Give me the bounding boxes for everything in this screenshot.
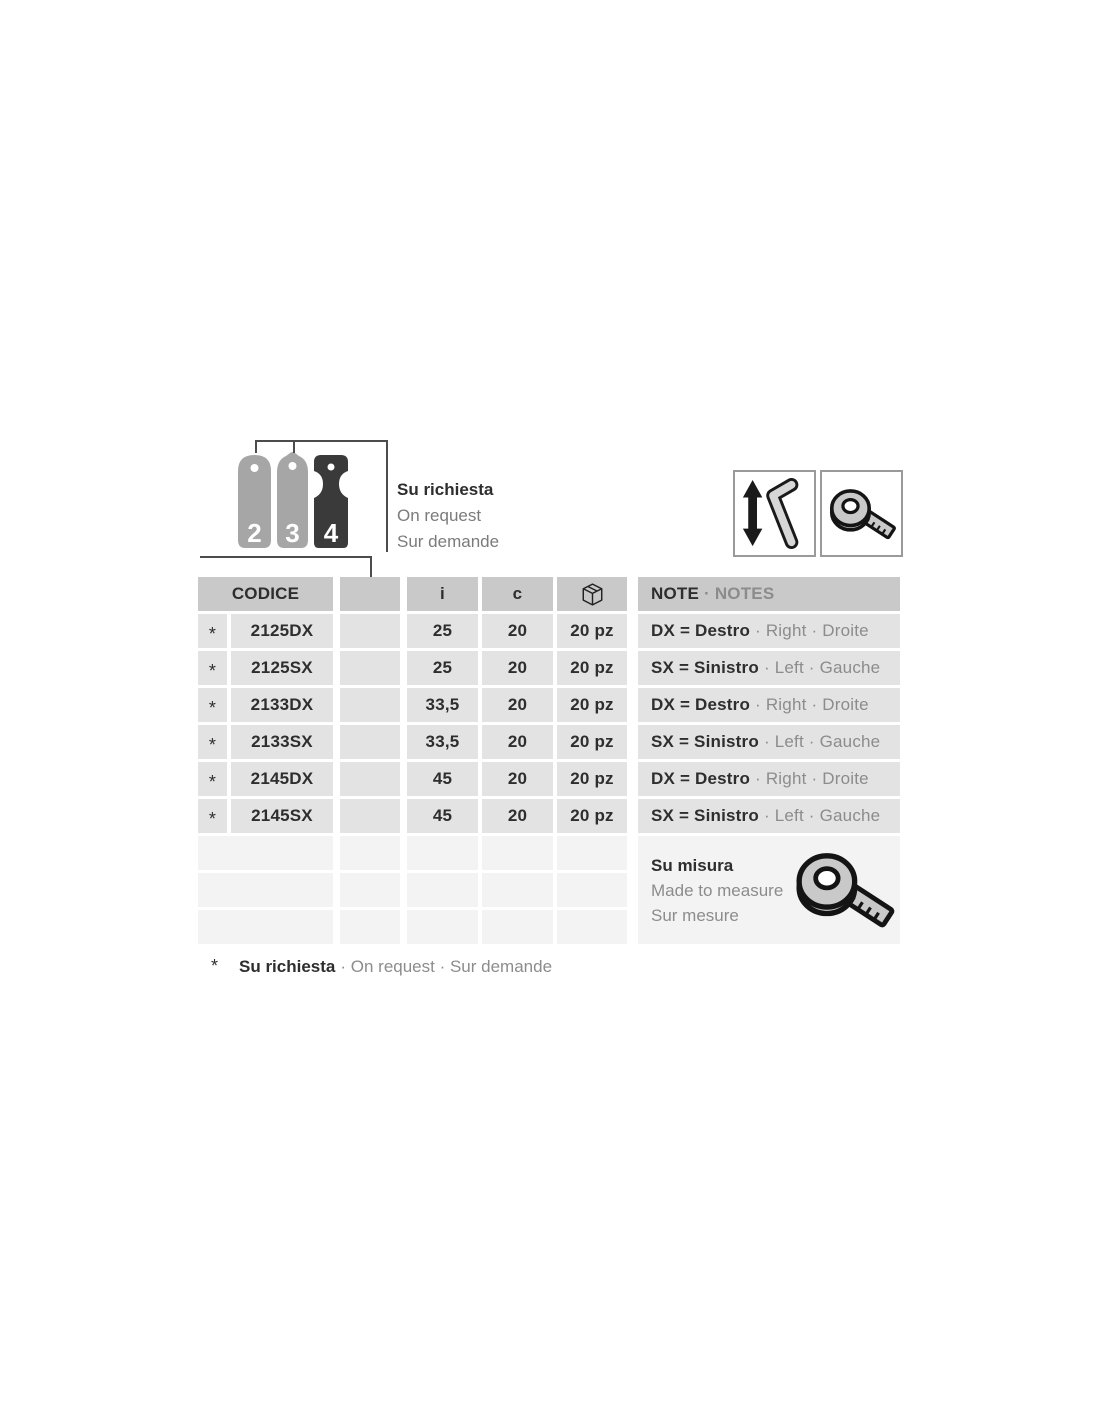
cell-qty: 20 pz	[557, 614, 627, 648]
footnote-rest: · On request · Sur demande	[340, 957, 553, 976]
column-header-codice: CODICE	[198, 577, 333, 611]
made-to-measure-text: Su misura Made to measure Sur mesure	[651, 855, 784, 925]
table-row	[198, 762, 900, 796]
column-header-c: c	[482, 577, 553, 611]
cell-i: 45	[407, 799, 478, 833]
bracket-line-vertical	[386, 440, 388, 552]
package-box-icon	[579, 581, 606, 608]
cell-i: 33,5	[407, 725, 478, 759]
legend-line-en: On request	[397, 506, 482, 525]
cell-code: 2125SX	[231, 651, 333, 685]
measuring-tape-icon	[790, 843, 898, 937]
cell-variant	[340, 614, 400, 648]
cell-variant	[340, 762, 400, 796]
cell-on-request-star: *	[198, 725, 227, 759]
cell-on-request-star: *	[198, 799, 227, 833]
measure-symbol-box	[820, 470, 903, 557]
connector-line-horizontal	[200, 556, 372, 558]
cell-c: 20	[482, 799, 553, 833]
table-row	[198, 688, 900, 722]
product-tag-shape-4	[314, 455, 348, 548]
made-to-measure-cell	[638, 836, 900, 944]
bracket-tick-shape3	[293, 440, 295, 453]
cell-qty: 20 pz	[557, 688, 627, 722]
footnote	[211, 956, 552, 977]
cell-variant	[340, 725, 400, 759]
cell-note: SX = Sinistro · Left · Gauche	[638, 799, 900, 833]
cell-note: SX = Sinistro · Left · Gauche	[638, 725, 900, 759]
cell-variant	[340, 651, 400, 685]
measuring-tape-icon	[826, 482, 898, 546]
column-header-i: i	[407, 577, 478, 611]
bracket-line-horizontal	[255, 440, 388, 442]
cell-qty: 20 pz	[557, 799, 627, 833]
cell-variant	[340, 688, 400, 722]
legend-title: Su richiesta	[397, 480, 494, 499]
cell-code: 2125DX	[231, 614, 333, 648]
column-header-notes: NOTE · NOTES	[638, 577, 900, 611]
cell-note: DX = Destro · Right · Droite	[638, 762, 900, 796]
cell-qty: 20 pz	[557, 725, 627, 759]
table-header-row	[198, 577, 900, 611]
footnote-star: *	[211, 956, 219, 976]
table-row	[198, 725, 900, 759]
height-adjust-allen-key-icon	[740, 478, 810, 550]
cell-c: 20	[482, 651, 553, 685]
product-tag-shape-3	[277, 452, 308, 548]
legend-line-fr: Sur demande	[397, 532, 500, 551]
cell-variant	[340, 799, 400, 833]
bracket-tick-shape2	[255, 440, 257, 453]
cell-code: 2145DX	[231, 762, 333, 796]
cell-i: 25	[407, 651, 478, 685]
cell-note: SX = Sinistro · Left · Gauche	[638, 651, 900, 685]
cell-qty: 20 pz	[557, 651, 627, 685]
cell-note: DX = Destro · Right · Droite	[638, 614, 900, 648]
cell-i: 25	[407, 614, 478, 648]
shape-4-label: 4	[323, 518, 339, 548]
table-row	[198, 799, 900, 833]
cell-i: 33,5	[407, 688, 478, 722]
cell-c: 20	[482, 614, 553, 648]
shape-3-label: 3	[285, 518, 300, 548]
table-row	[198, 614, 900, 648]
shape-2-label: 2	[247, 518, 262, 548]
product-tag-shape-2	[238, 455, 271, 548]
cell-c: 20	[482, 688, 553, 722]
cell-on-request-star: *	[198, 614, 227, 648]
cell-c: 20	[482, 762, 553, 796]
on-request-legend	[397, 477, 499, 555]
cell-i: 45	[407, 762, 478, 796]
cell-note: DX = Destro · Right · Droite	[638, 688, 900, 722]
cell-on-request-star: *	[198, 762, 227, 796]
cell-qty: 20 pz	[557, 762, 627, 796]
cell-on-request-star: *	[198, 688, 227, 722]
cell-on-request-star: *	[198, 651, 227, 685]
cell-c: 20	[482, 725, 553, 759]
footnote-bold: Su richiesta	[239, 957, 336, 976]
cell-code: 2145SX	[231, 799, 333, 833]
column-header-variant	[340, 577, 400, 611]
cell-code: 2133DX	[231, 688, 333, 722]
height-adjust-symbol-box	[733, 470, 816, 557]
column-header-package	[557, 577, 627, 611]
cell-code: 2133SX	[231, 725, 333, 759]
table-row	[198, 651, 900, 685]
